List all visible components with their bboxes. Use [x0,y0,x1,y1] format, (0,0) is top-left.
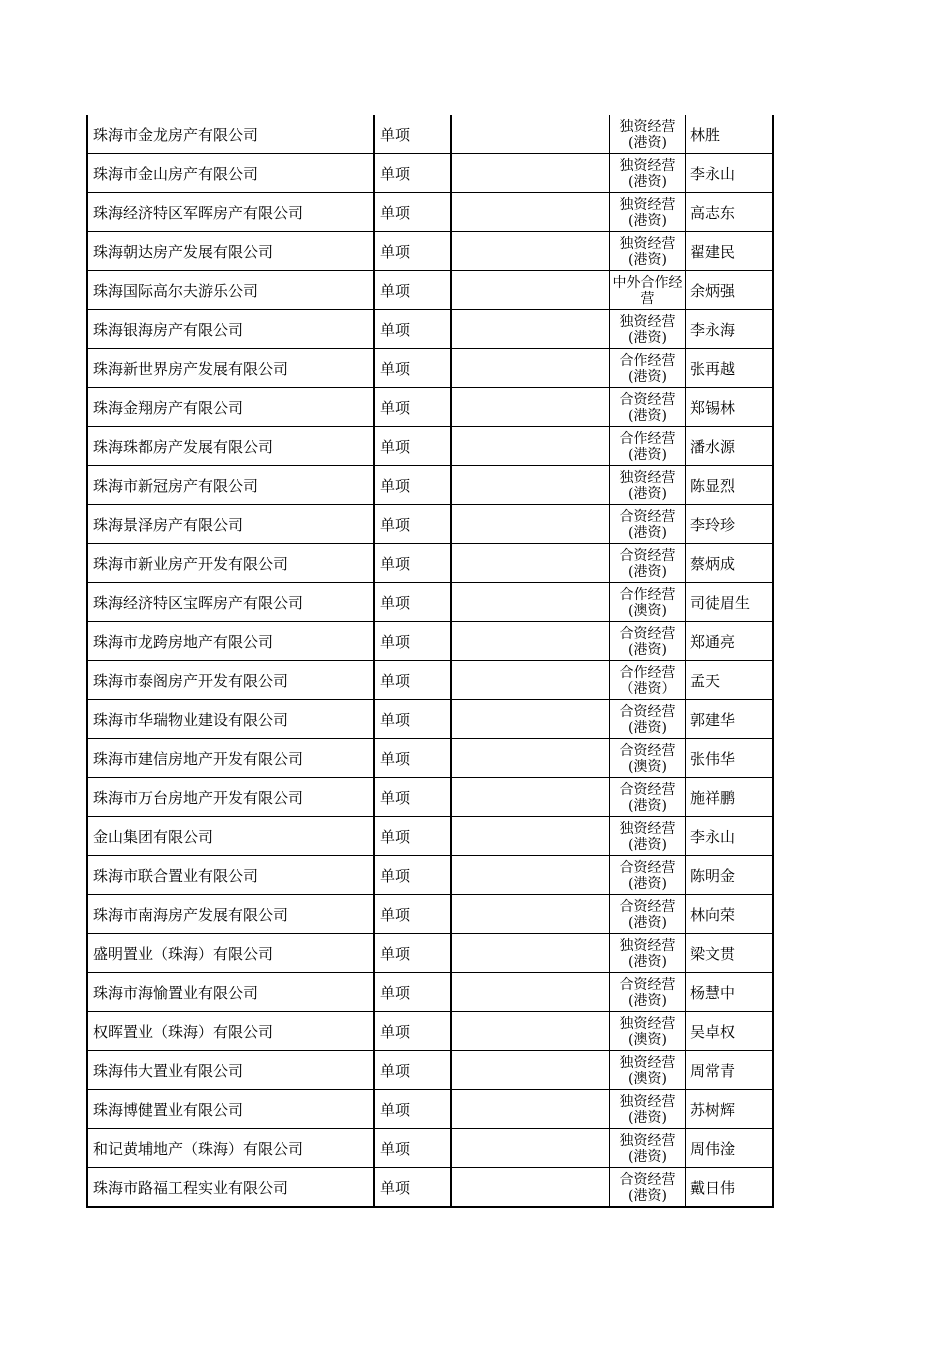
table-row [87,778,773,817]
investment-form-cell[interactable] [610,739,686,778]
investment-form-text: 合作经营(澳资) [619,586,676,619]
company-cell[interactable]: 和记黄埔地产（珠海）有限公司 [87,1129,374,1168]
blank-cell[interactable] [451,934,610,973]
investment-form-cell[interactable] [610,622,686,661]
company-cell[interactable]: 珠海市华瑞物业建设有限公司 [87,700,374,739]
table-row [87,973,773,1012]
investment-form-cell[interactable] [610,934,686,973]
table-row [87,427,773,466]
type-cell[interactable]: 单项 [374,193,451,232]
investment-form-text: 独资经营(港资) [619,157,676,190]
blank-cell[interactable] [451,1051,610,1090]
investment-form-cell[interactable] [610,310,686,349]
company-cell[interactable]: 权晖置业（珠海）有限公司 [87,1012,374,1051]
legal-person-cell[interactable]: 孟天 [686,661,774,700]
investment-form-text: 独资经营(港资) [619,1093,676,1126]
investment-form-text: 独资经营(港资) [619,820,676,853]
company-cell[interactable]: 珠海市龙跨房地产有限公司 [87,622,374,661]
legal-person-cell[interactable]: 林胜 [686,115,774,154]
table-row [87,1090,773,1129]
type-cell[interactable]: 单项 [374,154,451,193]
company-cell[interactable]: 珠海市海愉置业有限公司 [87,973,374,1012]
investment-form-text: 独资经营(澳资) [619,1054,676,1087]
blank-cell[interactable] [451,349,610,388]
table-row [87,310,773,349]
company-cell[interactable]: 盛明置业（珠海）有限公司 [87,934,374,973]
company-table [86,115,774,1208]
type-cell[interactable]: 单项 [374,1090,451,1129]
investment-form-cell[interactable] [610,661,686,700]
table-row [87,193,773,232]
company-cell[interactable]: 珠海市路福工程实业有限公司 [87,1168,374,1208]
type-cell[interactable]: 单项 [374,466,451,505]
type-cell[interactable]: 单项 [374,505,451,544]
type-cell[interactable]: 单项 [374,934,451,973]
legal-person-cell[interactable]: 林向荣 [686,895,774,934]
table-row [87,271,773,310]
company-cell[interactable]: 珠海市南海房产发展有限公司 [87,895,374,934]
investment-form-text: 独资经营(港资) [619,313,676,346]
blank-cell[interactable] [451,232,610,271]
investment-form-cell[interactable] [610,973,686,1012]
investment-form-text: 合资经营(港资) [619,508,676,541]
table-row [87,1051,773,1090]
legal-person-cell[interactable]: 郑通亮 [686,622,774,661]
blank-cell[interactable] [451,1090,610,1129]
investment-form-text: 独资经营(港资) [619,196,676,229]
investment-form-text: 中外合作经营 [612,274,683,307]
blank-cell[interactable] [451,154,610,193]
table-row [87,388,773,427]
type-cell[interactable]: 单项 [374,349,451,388]
investment-form-text: 合资经营(港资) [619,703,676,736]
investment-form-cell[interactable] [610,232,686,271]
company-cell[interactable]: 珠海博健置业有限公司 [87,1090,374,1129]
blank-cell[interactable] [451,193,610,232]
legal-person-cell[interactable]: 杨慧中 [686,973,774,1012]
blank-cell[interactable] [451,856,610,895]
type-cell[interactable]: 单项 [374,271,451,310]
legal-person-cell[interactable]: 张再越 [686,349,774,388]
legal-person-cell[interactable]: 施祥鹏 [686,778,774,817]
table-row [87,622,773,661]
investment-form-text: 合资经营(港资) [619,391,676,424]
blank-cell[interactable] [451,817,610,856]
blank-cell[interactable] [451,466,610,505]
table-row [87,739,773,778]
type-cell[interactable]: 单项 [374,1012,451,1051]
legal-person-cell[interactable]: 张伟华 [686,739,774,778]
investment-form-cell[interactable] [610,349,686,388]
investment-form-cell[interactable] [610,505,686,544]
investment-form-cell[interactable] [610,271,686,310]
company-cell[interactable]: 珠海市新冠房产有限公司 [87,466,374,505]
investment-form-text: 合资经营(港资) [619,898,676,931]
investment-form-cell[interactable] [610,817,686,856]
blank-cell[interactable] [451,1168,610,1208]
investment-form-cell[interactable] [610,427,686,466]
company-cell[interactable]: 珠海经济特区宝晖房产有限公司 [87,583,374,622]
legal-person-cell[interactable]: 陈明金 [686,856,774,895]
investment-form-text: 合作经营(港资) [619,352,676,385]
table-row [87,583,773,622]
type-cell[interactable]: 单项 [374,388,451,427]
blank-cell[interactable] [451,583,610,622]
investment-form-cell[interactable] [610,544,686,583]
legal-person-cell[interactable]: 潘水源 [686,427,774,466]
investment-form-text: 独资经营(港资) [619,469,676,502]
company-cell[interactable]: 珠海珠都房产发展有限公司 [87,427,374,466]
investment-form-text: 合资经营(港资) [619,1171,676,1204]
investment-form-cell[interactable] [610,193,686,232]
table-row [87,1168,773,1208]
company-cell[interactable]: 珠海市万台房地产开发有限公司 [87,778,374,817]
table-body [87,115,773,1207]
investment-form-text: 合作经营（港资） [619,664,676,697]
investment-form-text: 合资经营(港资) [619,781,676,814]
blank-cell[interactable] [451,739,610,778]
company-cell[interactable]: 珠海朝达房产发展有限公司 [87,232,374,271]
investment-form-cell[interactable] [610,115,686,154]
table-row [87,700,773,739]
table-row [87,232,773,271]
company-cell[interactable]: 珠海市建信房地产开发有限公司 [87,739,374,778]
company-cell[interactable]: 珠海新世界房产发展有限公司 [87,349,374,388]
investment-form-cell[interactable] [610,466,686,505]
type-cell[interactable]: 单项 [374,778,451,817]
investment-form-cell[interactable] [610,856,686,895]
investment-form-cell[interactable] [610,1051,686,1090]
blank-cell[interactable] [451,895,610,934]
investment-form-text: 合资经营(澳资) [619,742,676,775]
legal-person-cell[interactable]: 蔡炳成 [686,544,774,583]
legal-person-cell[interactable]: 戴日伟 [686,1168,774,1208]
blank-cell[interactable] [451,271,610,310]
blank-cell[interactable] [451,700,610,739]
type-cell[interactable]: 单项 [374,232,451,271]
investment-form-text: 合资经营(港资) [619,547,676,580]
investment-form-text: 独资经营(港资) [619,937,676,970]
type-cell[interactable]: 单项 [374,544,451,583]
table-row [87,505,773,544]
type-cell[interactable]: 单项 [374,739,451,778]
company-cell[interactable]: 金山集团有限公司 [87,817,374,856]
investment-form-text: 合资经营(港资) [619,859,676,892]
legal-person-cell[interactable]: 周伟淦 [686,1129,774,1168]
investment-form-text: 合资经营(港资) [619,976,676,1009]
table-row [87,661,773,700]
investment-form-cell[interactable] [610,895,686,934]
type-cell[interactable]: 单项 [374,310,451,349]
table-row [87,817,773,856]
blank-cell[interactable] [451,1012,610,1051]
company-cell[interactable]: 珠海市金山房产有限公司 [87,154,374,193]
investment-form-text: 独资经营(港资) [619,235,676,268]
investment-form-cell[interactable] [610,1129,686,1168]
blank-cell[interactable] [451,505,610,544]
legal-person-cell[interactable]: 梁文贯 [686,934,774,973]
company-cell[interactable]: 珠海市金龙房产有限公司 [87,115,374,154]
table-row [87,1012,773,1051]
table-row [87,895,773,934]
investment-form-cell[interactable] [610,154,686,193]
type-cell[interactable]: 单项 [374,817,451,856]
legal-person-cell[interactable]: 李玲珍 [686,505,774,544]
investment-form-text: 合作经营(港资) [619,430,676,463]
investment-form-cell[interactable] [610,1090,686,1129]
investment-form-cell[interactable] [610,778,686,817]
type-cell[interactable]: 单项 [374,1168,451,1208]
type-cell[interactable]: 单项 [374,583,451,622]
company-cell[interactable]: 珠海经济特区军晖房产有限公司 [87,193,374,232]
legal-person-cell[interactable]: 司徒眉生 [686,583,774,622]
legal-person-cell[interactable]: 郭建华 [686,700,774,739]
legal-person-cell[interactable]: 苏树辉 [686,1090,774,1129]
company-cell[interactable]: 珠海市新业房产开发有限公司 [87,544,374,583]
table-row [87,115,773,154]
blank-cell[interactable] [451,778,610,817]
legal-person-cell[interactable]: 陈显烈 [686,466,774,505]
table-row [87,466,773,505]
investment-form-text: 合资经营(港资) [619,625,676,658]
legal-person-cell[interactable]: 周常青 [686,1051,774,1090]
company-cell[interactable]: 珠海景泽房产有限公司 [87,505,374,544]
company-cell[interactable]: 珠海伟大置业有限公司 [87,1051,374,1090]
type-cell[interactable]: 单项 [374,895,451,934]
legal-person-cell[interactable]: 翟建民 [686,232,774,271]
table-row [87,349,773,388]
type-cell[interactable]: 单项 [374,661,451,700]
table-row [87,856,773,895]
type-cell[interactable]: 单项 [374,973,451,1012]
legal-person-cell[interactable]: 李永山 [686,154,774,193]
type-cell[interactable]: 单项 [374,427,451,466]
type-cell[interactable]: 单项 [374,115,451,154]
company-cell[interactable]: 珠海银海房产有限公司 [87,310,374,349]
type-cell[interactable]: 单项 [374,856,451,895]
type-cell[interactable]: 单项 [374,1051,451,1090]
blank-cell[interactable] [451,310,610,349]
investment-form-cell[interactable] [610,1168,686,1208]
blank-cell[interactable] [451,115,610,154]
investment-form-text: 独资经营(港资) [619,1132,676,1165]
company-cell[interactable]: 珠海市联合置业有限公司 [87,856,374,895]
investment-form-cell[interactable] [610,388,686,427]
type-cell[interactable]: 单项 [374,622,451,661]
company-cell[interactable]: 珠海国际高尔夫游乐公司 [87,271,374,310]
blank-cell[interactable] [451,973,610,1012]
investment-form-cell[interactable] [610,1012,686,1051]
legal-person-cell[interactable]: 高志东 [686,193,774,232]
blank-cell[interactable] [451,427,610,466]
investment-form-text: 独资经营(港资) [619,118,676,151]
type-cell[interactable]: 单项 [374,1129,451,1168]
blank-cell[interactable] [451,544,610,583]
table-row [87,934,773,973]
investment-form-text: 独资经营(澳资) [619,1015,676,1048]
legal-person-cell[interactable]: 李永山 [686,817,774,856]
table-row [87,154,773,193]
blank-cell[interactable] [451,661,610,700]
table-row [87,1129,773,1168]
investment-form-cell[interactable] [610,700,686,739]
legal-person-cell[interactable]: 余炳强 [686,271,774,310]
blank-cell[interactable] [451,622,610,661]
blank-cell[interactable] [451,388,610,427]
table-row [87,544,773,583]
legal-person-cell[interactable]: 郑锡林 [686,388,774,427]
blank-cell[interactable] [451,1129,610,1168]
type-cell[interactable]: 单项 [374,700,451,739]
legal-person-cell[interactable]: 李永海 [686,310,774,349]
company-cell[interactable]: 珠海市泰阁房产开发有限公司 [87,661,374,700]
company-cell[interactable]: 珠海金翔房产有限公司 [87,388,374,427]
legal-person-cell[interactable]: 吴卓权 [686,1012,774,1051]
investment-form-cell[interactable] [610,583,686,622]
